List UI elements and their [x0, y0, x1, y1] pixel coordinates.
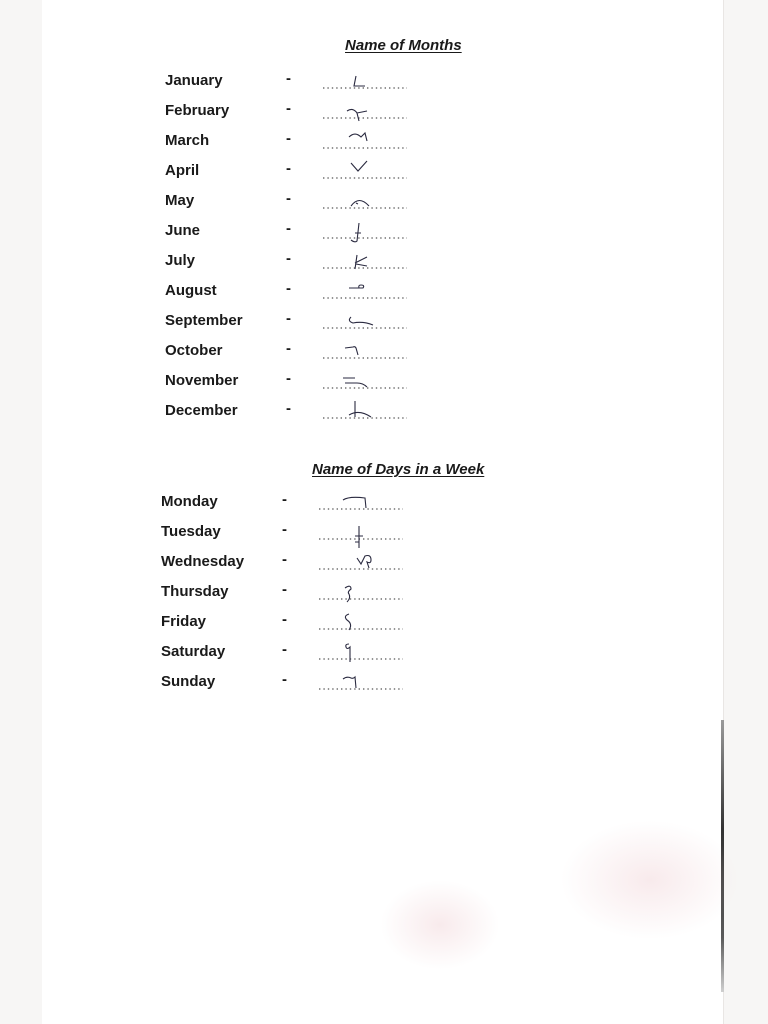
shorthand-answer: [323, 196, 407, 206]
shorthand-answer: [319, 677, 403, 687]
separator-dash: -: [282, 551, 287, 568]
separator-dash: -: [282, 611, 287, 628]
separator-dash: -: [286, 250, 291, 267]
separator-dash: -: [286, 100, 291, 117]
shorthand-answer: [323, 376, 407, 386]
list-item: [165, 190, 485, 212]
shorthand-answer: [323, 406, 407, 416]
separator-dash: -: [282, 521, 287, 538]
separator-dash: -: [286, 70, 291, 87]
shorthand-answer: [323, 346, 407, 356]
day-label: Sunday: [161, 673, 216, 690]
shorthand-answer: [323, 106, 407, 116]
month-label: August: [165, 282, 217, 299]
month-label: June: [165, 222, 201, 239]
month-label: October: [165, 342, 223, 359]
paper-stain: [560, 820, 740, 940]
month-label: November: [165, 372, 239, 389]
month-label: December: [165, 402, 238, 419]
separator-dash: -: [282, 641, 287, 658]
shorthand-answer: [323, 136, 407, 146]
list-item: [165, 340, 485, 362]
list-item: [165, 130, 485, 152]
shorthand-answer: [319, 527, 403, 537]
day-label: Saturday: [161, 643, 226, 660]
shorthand-answer: [319, 497, 403, 507]
separator-dash: -: [282, 581, 287, 598]
shorthand-answer: [323, 316, 407, 326]
separator-dash: -: [286, 370, 291, 387]
month-label: July: [165, 252, 196, 269]
list-item: [165, 160, 485, 182]
month-label: May: [165, 192, 195, 209]
day-label: Thursday: [161, 583, 229, 600]
month-label: September: [165, 312, 243, 329]
separator-dash: -: [282, 491, 287, 508]
list-item: [165, 310, 485, 332]
list-item: [165, 370, 485, 392]
month-label: February: [165, 102, 230, 119]
list-item: [161, 521, 481, 543]
list-item: [161, 491, 481, 513]
shorthand-answer: [323, 286, 407, 296]
list-item: [161, 671, 481, 693]
separator-dash: -: [286, 310, 291, 327]
shorthand-answer: [323, 76, 407, 86]
separator-dash: -: [286, 160, 291, 177]
separator-dash: -: [286, 130, 291, 147]
list-item: [161, 641, 481, 663]
months-section-title: Name of Months: [345, 37, 462, 54]
separator-dash: -: [286, 340, 291, 357]
list-item: [165, 400, 485, 422]
day-label: Friday: [161, 613, 207, 630]
shorthand-answer: [319, 617, 403, 627]
day-label: Monday: [161, 493, 218, 510]
shorthand-answer: [323, 166, 407, 176]
list-item: [165, 70, 485, 92]
shorthand-answer: [323, 226, 407, 236]
shorthand-answer: [319, 557, 403, 567]
list-item: [165, 280, 485, 302]
shorthand-answer: [323, 256, 407, 266]
list-item: [165, 100, 485, 122]
paper-stain: [380, 880, 500, 970]
separator-dash: -: [286, 400, 291, 417]
month-label: March: [165, 132, 210, 149]
list-item: [161, 551, 481, 573]
day-label: Tuesday: [161, 523, 221, 540]
month-label: January: [165, 72, 223, 89]
month-label: April: [165, 162, 200, 179]
day-label: Wednesday: [161, 553, 245, 570]
shorthand-answer: [319, 647, 403, 657]
separator-dash: -: [282, 671, 287, 688]
separator-dash: -: [286, 190, 291, 207]
shorthand-answer: [319, 587, 403, 597]
days-section-title: Name of Days in a Week: [312, 461, 485, 478]
separator-dash: -: [286, 280, 291, 297]
list-item: [165, 250, 485, 272]
list-item: [161, 581, 481, 603]
list-item: [165, 220, 485, 242]
list-item: [161, 611, 481, 633]
separator-dash: -: [286, 220, 291, 237]
